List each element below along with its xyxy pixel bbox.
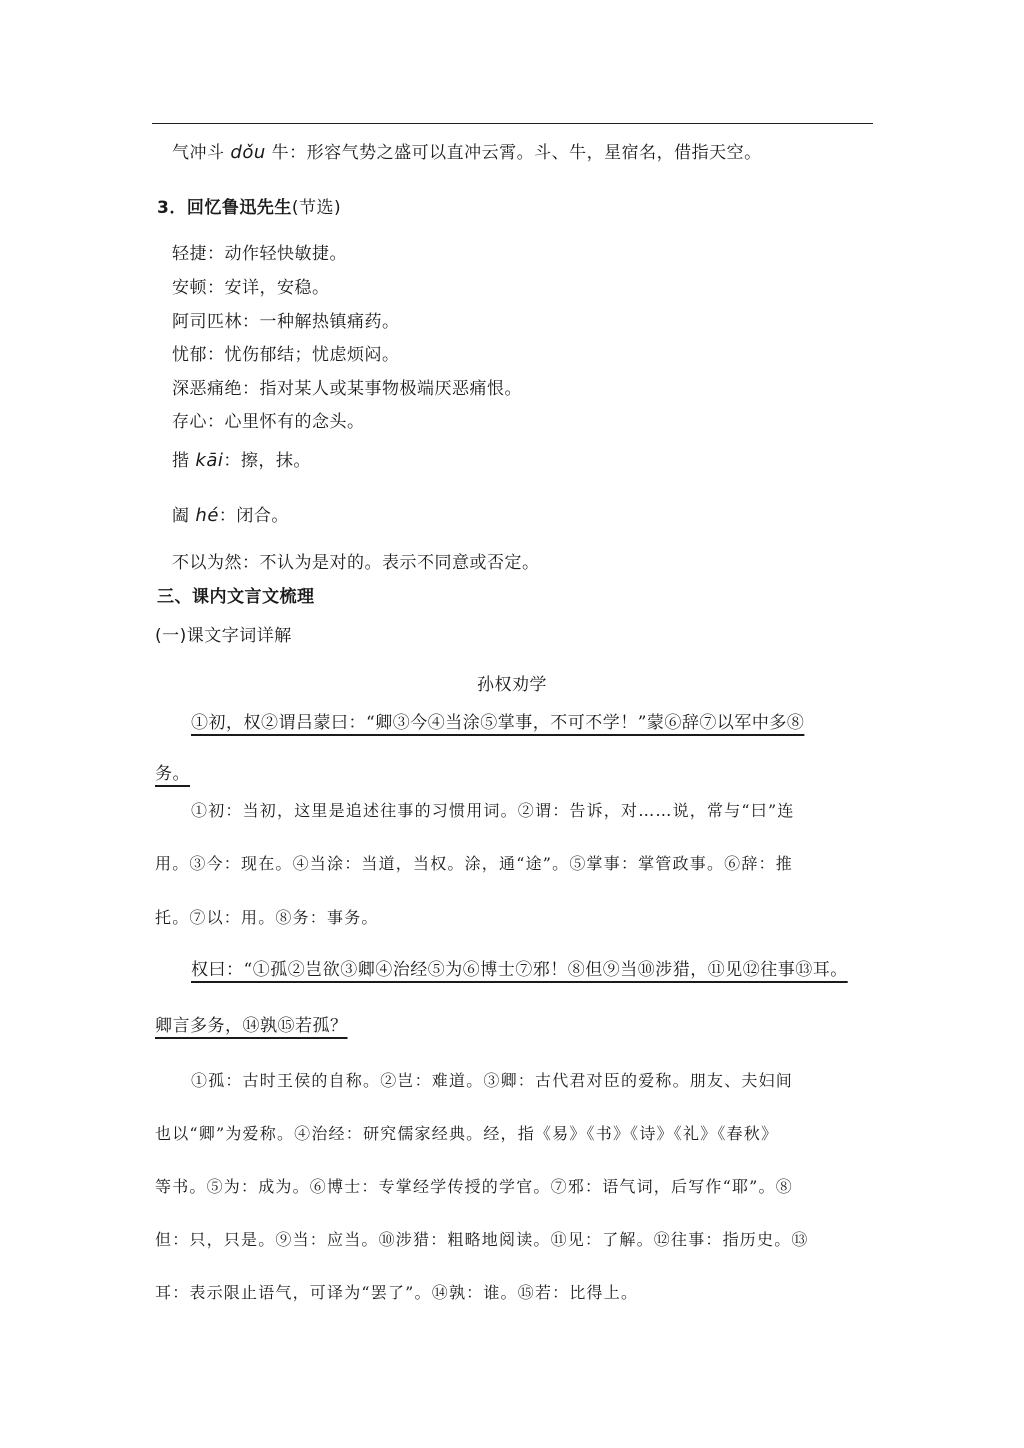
vocab-item: 不以为然：不认为是对的。表示不同意或否定。 bbox=[172, 553, 540, 573]
he-pinyin: hé bbox=[195, 505, 219, 526]
idiom-pinyin: dǒu bbox=[230, 142, 266, 163]
he-suffix: ：闭合。 bbox=[218, 506, 289, 526]
section3-heading-note: (节选) bbox=[291, 198, 342, 218]
section3-heading bbox=[157, 197, 341, 219]
idiom-prefix: 气冲斗 bbox=[172, 143, 231, 163]
kai-pinyin: kāi bbox=[195, 450, 224, 471]
text-para2-line2: 卿言多务，⑭孰⑮若孤？ bbox=[155, 1016, 348, 1036]
notes2-line: 等书。⑤为：成为。⑥博士：专掌经学传授的学官。⑦邪：语气词，后写作“耶”。⑧ bbox=[155, 1177, 793, 1196]
notes1-line: 托。⑦以：用。⑧务：事务。 bbox=[155, 908, 379, 927]
vocab-item-he bbox=[172, 505, 289, 527]
notes2-line: 但：只，只是。⑨当：应当。⑩涉猎：粗略地阅读。⑪见：了解。⑫往事：指历史。⑬ bbox=[155, 1230, 809, 1249]
header-rule bbox=[152, 123, 873, 124]
notes2-line: 也以“卿”为爱称。④治经：研究儒家经典。经，指《易》《书》《诗》《礼》《春秋》 bbox=[155, 1124, 779, 1143]
part3-subheading: (一)课文字词详解 bbox=[155, 626, 292, 646]
text-para1-line1: ①初，权②谓吕蒙曰：“卿③今④当涂⑤掌事，不可不学！”蒙⑥辞⑦以军中多⑧ bbox=[191, 713, 805, 733]
text-title: 孙权劝学 bbox=[477, 675, 547, 695]
vocab-item: 深恶痛绝：指对某人或某事物极端厌恶痛恨。 bbox=[172, 379, 522, 399]
idiom-definition bbox=[172, 142, 762, 164]
kai-prefix: 揩 bbox=[172, 451, 196, 471]
notes2-line: 耳：表示限止语气，可译为“罢了”。⑭孰：谁。⑮若：比得上。 bbox=[155, 1283, 639, 1302]
vocab-item-kai bbox=[172, 450, 311, 472]
text-para1-line2: 务。 bbox=[155, 764, 190, 784]
vocab-item: 存心：心里怀有的念头。 bbox=[172, 412, 365, 432]
part3-heading: 三、课内文言文梳理 bbox=[157, 587, 315, 607]
section3-heading-text: 3．回忆鲁迅先生 bbox=[157, 198, 292, 218]
vocab-item: 阿司匹林：一种解热镇痛药。 bbox=[172, 312, 400, 332]
vocab-item: 轻捷：动作轻快敏捷。 bbox=[172, 244, 347, 264]
vocab-item: 安顿：安详，安稳。 bbox=[172, 278, 330, 298]
he-prefix: 阖 bbox=[172, 506, 196, 526]
notes2-line: ①孤：古时王侯的自称。②岂：难道。③卿：古代君对臣的爱称。朋友、夫妇间 bbox=[191, 1071, 794, 1090]
text-para2-line1: 权曰：“①孤②岂欲③卿④治经⑤为⑥博士⑦邪！⑧但⑨当⑩涉猎，⑪见⑫往事⑬耳。 bbox=[191, 960, 848, 980]
idiom-suffix: 牛：形容气势之盛可以直冲云霄。斗、牛，星宿名，借指天空。 bbox=[265, 143, 762, 163]
kai-suffix: ：擦，抹。 bbox=[223, 451, 311, 471]
notes1-line: ①初：当初，这里是追述往事的习惯用词。②谓：告诉，对……说，常与“曰”连 bbox=[191, 801, 795, 820]
vocab-item: 忧郁：忧伤郁结；忧虑烦闷。 bbox=[172, 345, 400, 365]
notes1-line: 用。③今：现在。④当涂：当道，当权。涂，通“途”。⑤掌事：掌管政事。⑥辞：推 bbox=[155, 854, 793, 873]
